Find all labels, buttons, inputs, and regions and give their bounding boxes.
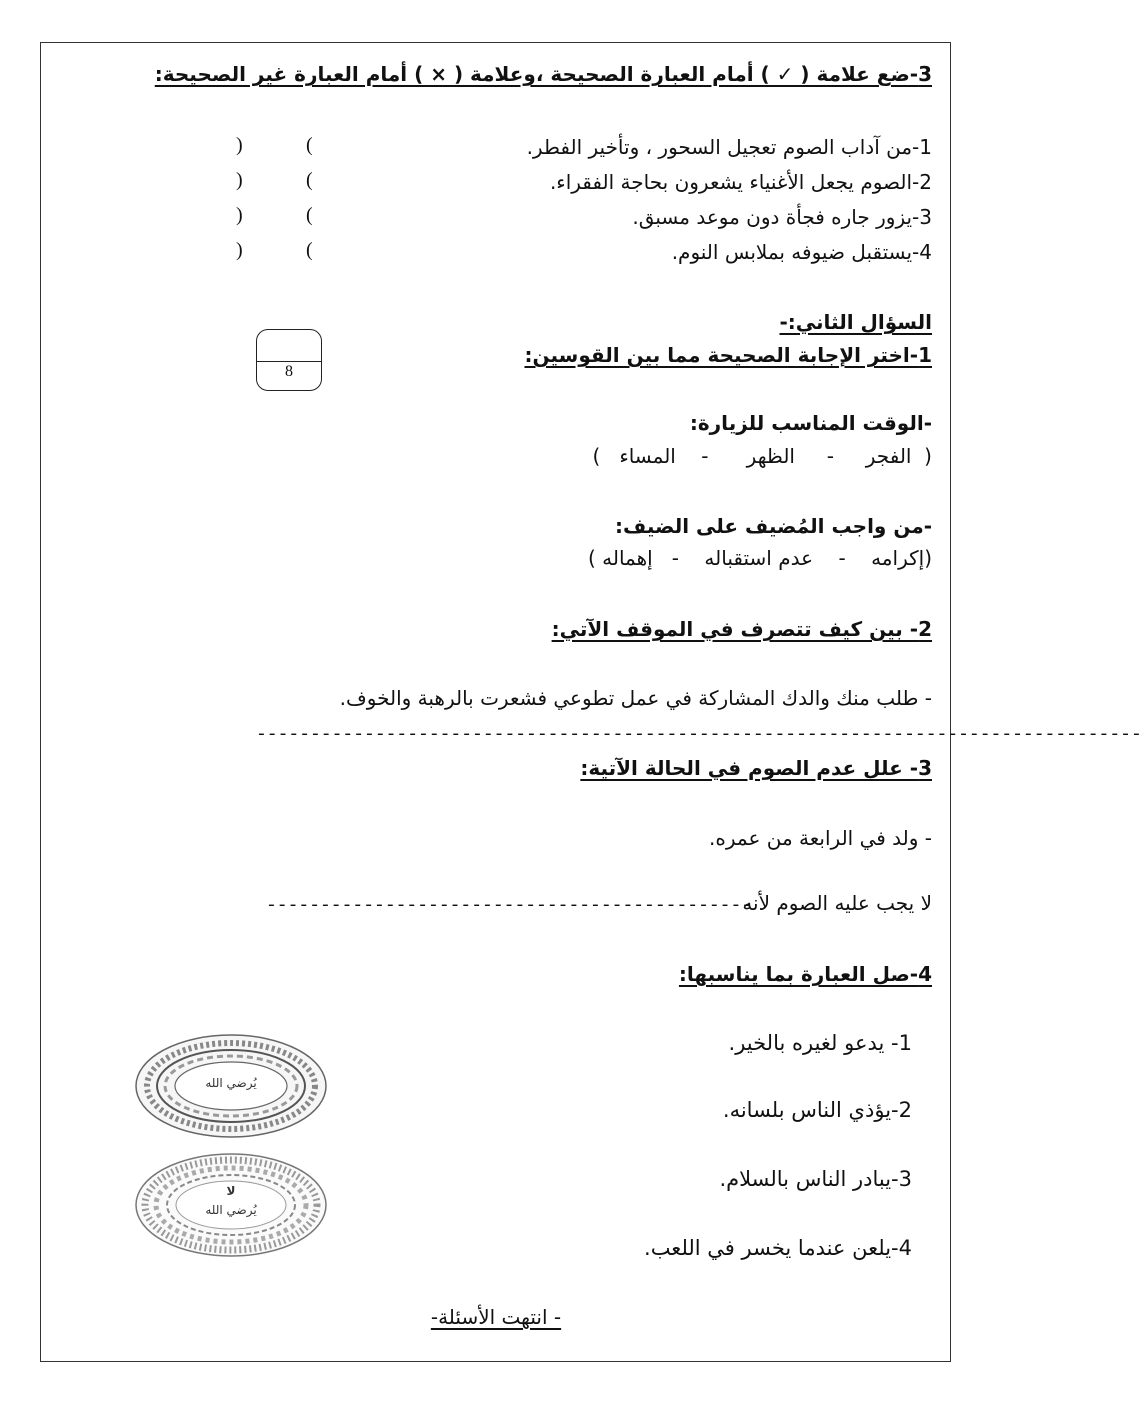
answer-box-1-close[interactable]: ) — [236, 134, 243, 156]
end-of-questions: - انتهت الأسئلة- — [430, 1305, 562, 1329]
score-value: 8 — [285, 363, 293, 380]
match-item-1[interactable]: 1- يدعو لغيره بالخير. — [728, 1031, 912, 1055]
answer-box-4-open[interactable]: ( — [306, 239, 313, 261]
match-item-2[interactable]: 2-يؤذي الناس بلسانه. — [722, 1098, 912, 1122]
true-false-heading: 3-ضع علامة ( ✓ ) أمام العبارة الصحيحة ،وعلامة ( × ) أمام العبارة غير الصحيحة: — [154, 62, 932, 86]
answer-box-3-open[interactable]: ( — [306, 204, 313, 226]
tf-statement-1: 1-من آداب الصوم تعجيل السحور ، وتأخير الفطر. — [526, 135, 932, 159]
visit-time-question: -الوقت المناسب للزيارة: — [689, 411, 932, 435]
match-item-4[interactable]: 4-يلعن عندما يخسر في اللعب. — [644, 1236, 912, 1260]
answer-box-1-open[interactable]: ( — [306, 134, 313, 156]
stamp-2-text: يُرضي الله — [205, 1203, 257, 1217]
host-duty-question: -من واجب المُضيف على الضيف: — [615, 514, 932, 538]
stamp-2-negation: لا — [226, 1184, 236, 1198]
behave-heading: 2- بين كيف تتصرف في الموقف الآتي: — [551, 617, 932, 641]
choose-answer-heading: 1-اختر الإجابة الصحيحة مما بين القوسين: — [524, 343, 932, 367]
behave-situation: - طلب منك والدك المشاركة في عمل تطوعي فشعرت بالرهبة والخوف. — [339, 686, 932, 710]
match-item-3[interactable]: 3-يبادر الناس بالسلام. — [719, 1167, 912, 1191]
tf-statement-3: 3-يزور جاره فجأة دون موعد مسبق. — [632, 205, 932, 229]
score-divider — [257, 361, 321, 362]
tf-statement-4: 4-يستقبل ضيوفه بملابس النوم. — [671, 240, 932, 264]
stamp-1-text: يُرضي الله — [205, 1076, 257, 1090]
tf-statement-2: 2-الصوم يجعل الأغنياء يشعرون بحاجة الفقراء. — [549, 170, 932, 194]
match-heading: 4-صل العبارة بما يناسبها: — [678, 962, 932, 986]
host-duty-options[interactable]: (إكرامه - عدم استقباله - إهماله ) — [587, 546, 932, 570]
not-pleases-god-stamp[interactable] — [133, 1151, 329, 1259]
reason-prompt: لا يجب عليه الصوم لأنه — [742, 891, 932, 915]
reason-answer-line[interactable]: --------------------------------------------- — [266, 896, 753, 916]
question-two-title: السؤال الثاني:- — [779, 310, 932, 334]
pleases-god-stamp[interactable] — [133, 1032, 329, 1140]
answer-box-2-open[interactable]: ( — [306, 169, 313, 191]
score-box — [256, 329, 322, 391]
behave-answer-line[interactable]: ---------------------------------------------------------------------------------- — [256, 725, 1142, 745]
reason-heading: 3- علل عدم الصوم في الحالة الآتية: — [580, 756, 932, 780]
answer-box-2-close[interactable]: ) — [236, 169, 243, 191]
visit-time-options[interactable]: ( الفجر - الظهر - المساء ) — [592, 444, 932, 468]
answer-box-4-close[interactable]: ) — [236, 239, 243, 261]
reason-case: - ولد في الرابعة من عمره. — [709, 826, 932, 850]
answer-box-3-close[interactable]: ) — [236, 204, 243, 226]
